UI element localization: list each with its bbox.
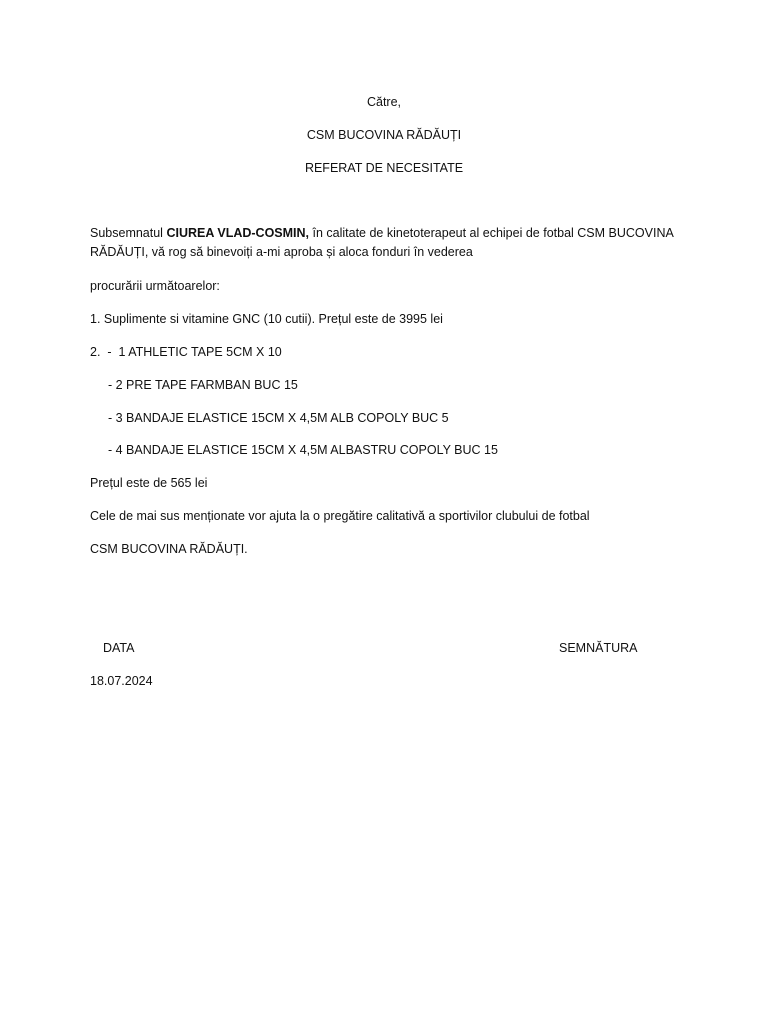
closing-line-2: CSM BUCOVINA RĂDĂUȚI. bbox=[90, 542, 248, 556]
applicant-name: CIUREA VLAD-COSMIN, bbox=[166, 226, 310, 240]
price-line: Prețul este de 565 lei bbox=[90, 476, 208, 490]
signature-label: SEMNĂTURA bbox=[559, 641, 638, 655]
sub-item-3: - 3 BANDAJE ELASTICE 15CM X 4,5M ALB COPOLY BUC 5 bbox=[108, 411, 449, 425]
sub-item-2: - 2 PRE TAPE FARMBAN BUC 15 bbox=[108, 378, 298, 392]
intro-continuation: procurării următoarelor: bbox=[90, 279, 220, 293]
document-title: REFERAT DE NECESITATE bbox=[304, 161, 464, 175]
intro-text: în calitate de kinetoterapeut al echipei de fotbal CSM BUCOVINA RĂDĂUȚI, vă rog să binevoiți a-mi aproba și aloca fonduri în vederea bbox=[90, 226, 674, 259]
to-label: Către, bbox=[366, 95, 402, 109]
recipient: CSM BUCOVINA RĂDĂUȚI bbox=[306, 128, 462, 142]
item-1: 1. Suplimente si vitamine GNC (10 cutii). Prețul este de 3995 lei bbox=[90, 312, 443, 326]
item-2-prefix: 2. - bbox=[90, 345, 119, 359]
item-2-text: 1 ATHLETIC TAPE 5CM X 10 bbox=[118, 345, 282, 359]
intro-paragraph bbox=[90, 224, 680, 262]
date-label: DATA bbox=[103, 641, 135, 655]
sub-item-4: - 4 BANDAJE ELASTICE 15CM X 4,5M ALBASTRU COPOLY BUC 15 bbox=[108, 443, 498, 457]
closing-line-1: Cele de mai sus menționate vor ajuta la o pregătire calitativă a sportivilor clubului de fotbal bbox=[90, 509, 590, 523]
intro-prefix: Subsemnatul bbox=[90, 226, 167, 240]
date-value: 18.07.2024 bbox=[90, 674, 153, 688]
item-2 bbox=[90, 343, 282, 362]
